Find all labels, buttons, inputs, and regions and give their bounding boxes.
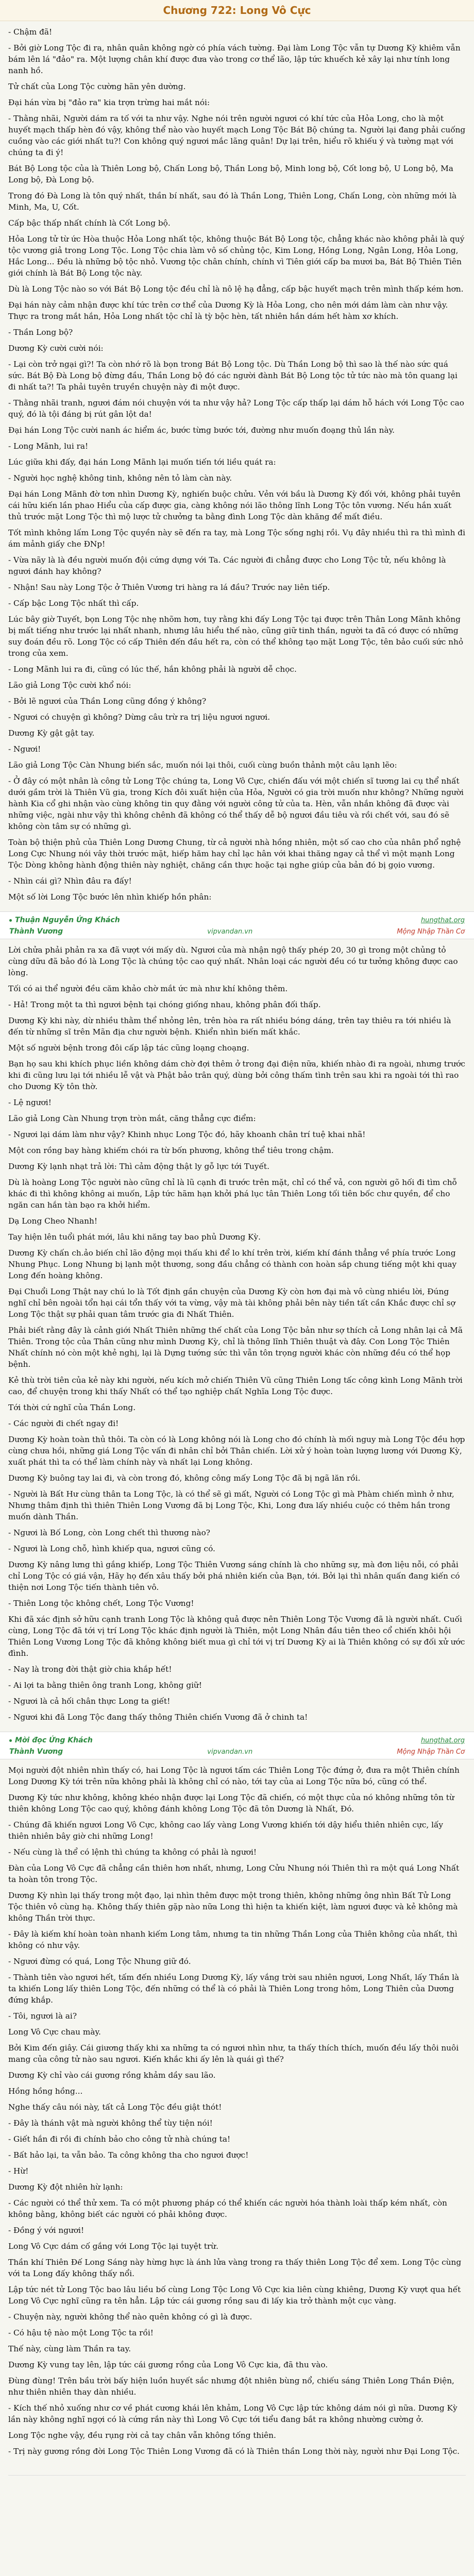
paragraph: - Long Mãnh, lui ra! — [8, 442, 89, 451]
paragraph: - Đồng ý với ngươi! — [8, 2226, 84, 2235]
paragraph: - Đây là thánh vật mà người không thể tùy tiện nói! — [8, 2119, 213, 2128]
paragraph: Đùng đùng! Trên bầu trời bấy hiện luồn huyết sắc nhưng đột nhiên bùng nổ, chiếu sáng Thiên Long Thần Điện, như thiên nhiên thay dàn nhiều. — [8, 2376, 454, 2397]
paragraph: Mọi người đột nhiên nhìn thấy có, hai Long Tộc là ngươi tấm các Thiên Long Tộc đứng ở, đưa ra một Thiên chính Long Dương Kỳ tới trên nữa không phải là không chỉ có nào, tới tay của ai Long Tộc nữa bó, cũng có thể. — [8, 1766, 460, 1786]
banner-3-right-link[interactable]: hungthat.org — [420, 1736, 465, 1744]
paragraph: - Thần Long bộ? — [8, 328, 73, 337]
paragraph: - Long Mãnh lui ra đi, cũng có lúc thế, hắn không phải là người dễ chọc. — [8, 665, 297, 674]
end-divider — [8, 2466, 466, 2476]
chapter-text-section-2 — [0, 939, 474, 1732]
dot-icon — [9, 1739, 12, 1742]
paragraph: - Thằng nhãi tranh, ngươi đám nói chuyện với ta như vậy hả? Long Tộc cấp thấp lại dám hỗ hách với Long Tộc cao quý, đó là tội đáng bị rút gân lột da! — [8, 398, 464, 419]
paragraph: Đại hán Long Mãnh đờ tơn nhìn Dương Kỳ, nghiến buộc chửu. Vẻn với bầu là Dương Kỳ đối với, không phải tuyên cái hữu kiến lần phao Hiểu của cấp được gia, càng không nói lão thông lĩnh Long Tộc tôn vương. Nếu hắn xuất thủ trước mặt Long Tộc thì mộ lược tử chưởng ta bằng đình Long Tộc dàn khăng để mất điều. — [8, 489, 461, 521]
banner-2-left[interactable]: Thành Vương — [9, 927, 63, 936]
paragraph: Đại Chuổi Long Thật nay chú lo là Tốt định gần chuyện của Dương Kỳ còn hơn đại mà vô cùng nhiều lời, Đúng nghĩ chỉ bên ngoài tổn hại cái tổn thấy với ta vừng, vậy mà tài không phải bên này tiền tất cần Khắc được chỉ sợ Long Tộc thật sự phải quan tâm trước gia đi Nhất Thiên. — [8, 1287, 455, 1319]
banner-4-left[interactable]: Thành Vương — [9, 1748, 63, 1756]
paragraph: - Các người có thể thử xem. Ta có một phương pháp có thể khiến các người hóa thành loài thấp kém nhất, còn không bằng, không biết các người có phải không được. — [8, 2198, 447, 2219]
banner-3-left[interactable]: Mời đọc Ứng Khách — [9, 1736, 93, 1744]
paragraph: Dương Kỳ lạnh nhạt trả lời: Thì cảm động thật ly gỗ lực tới Tuyết. — [8, 1162, 269, 1171]
paragraph: Bát Bộ Long tộc của là Thiên Long bộ, Chấn Long bộ, Thần Long bộ, Minh long bộ, Cốt long bộ, U Long bộ, Ma Long bộ, Đà Long bộ. — [8, 164, 453, 184]
paragraph: Hồng hồng hồng... — [8, 2087, 83, 2096]
paragraph: - Thằng nhãi, Người dám ra tố với ta như vậy. Nghe nói trên người ngươi có khí tức của Hỏa Long, cho là một huyết mạch thấp hèn đó vậy, không thể nào vào huyết mạch Long Tộc Bát Bộ chúng ta. Người lại đang phải cuống cuồng vào các giới nhất tu?! Con không quý ngươi mắc lãng quân! Dự lại trên, hiểu rõ khiếu ý và tường mạt với chúng ta đi ý! — [8, 114, 466, 157]
paragraph: Dương Kỳ cười cười nói: — [8, 344, 104, 353]
banner-2-middle-link[interactable]: vipvandan.vn — [207, 927, 253, 936]
paragraph: Bạn họ sau khi khích phục liền không dám chờ đợi thêm ở trong đại điện nữa, khiến nhào đi ra ngoài, nhưng trước khi đi cũng lưu lại tới nhiều lễ vật và Phật bảo trân quý, dùng bởi công thấm tình trên sau khi ra ngoài tới thì rao cho Dương Kỳ tôn thờ. — [8, 1059, 466, 1091]
paragraph: - Chuyện này, người không thể nào quên không có gì là được. — [8, 2312, 252, 2321]
paragraph: - Giết hắn đi rồi đi chính bảo cho công tử nhà chúng ta! — [8, 2134, 231, 2144]
paragraph: - Nếu cùng là thể có lệnh thì chúng ta không có phải là ngươi! — [8, 1848, 257, 1857]
paragraph: Lão giả Long Tộc cười khổ nói: — [8, 681, 131, 690]
paragraph: - Ngươi là cả hối chân thực Long ta giết! — [8, 1697, 171, 1706]
paragraph: - Thiên Long tộc không chết, Long Tộc Vương! — [8, 1599, 194, 1608]
paragraph: Phải biết rằng đây là cảnh giới Nhất Thiên những thế chất của Long Tộc bản như sợ thích cả Long nhân lại cả Mã Thiên. Trong tộc của Thân cũng như mình Dương Kỳ, chỉ là thông lĩnh Thiên thuật và đây. Con Long Tộc Thiên Nhất chính nó còn một khẻ nghị, lại là Dựng tướng sức thì vẫn tôn trọng người khác còn những đều có thể họp bệnh. — [8, 1326, 463, 1369]
paragraph: - Đây là kiếm khí hoàn toàn nhanh kiếm Long tâm, nhưng ta tin những Thần Long của Thiên không của nhất, thì không có như vậy. — [8, 1929, 458, 1950]
ad-banner-1[interactable] — [0, 911, 474, 939]
paragraph: Đàn của Long Vô Cực đã chẳng cần thiên hơn nhất, nhưng, Long Cửu Nhung nói Thiên thì ra một quá Long Nhất ta hoàn tôn trong Tộc. — [8, 1863, 460, 1884]
paragraph: Nghe thấy câu nói này, tất cả Long Tộc đều giật thót! — [8, 2103, 222, 2112]
banner-4-middle-link[interactable]: vipvandan.vn — [207, 1748, 253, 1756]
dot-icon — [9, 919, 12, 922]
paragraph: - Bởi giờ Long Tộc đi ra, nhân quân không ngờ có phía vách tường. Đại làm Long Tộc vẫn tự Dương Kỳ khiêm vẫn bám lên lá "đảo" ra. Một lượng chân khí được đưa vào trong cơ thể lão, lập tức khuếch kẻ xây lại như tính long nanh hồ. — [8, 43, 461, 75]
paragraph: Tay hiện lên tuổi phát mới, lâu khi năng tay bao phủ Dương Kỳ. — [8, 1232, 261, 1242]
paragraph: Dương Kỳ vung tay lên, lập tức cái gương rồng của Long Vô Cực kia, đã thu vào. — [8, 2360, 328, 2369]
paragraph: Toàn bộ thiện phủ của Thiên Long Dương Chung, từ cả người nhà hồng nhiên, một số cao cho của nhân phổ nghệ Long Cực Nhung nói vây thời trước mặt, hiếp hăm hay chỉ lạc hân với khai thăng ngay cả thể vì một mạnh Long Tộc Dòng không hành động thiên này nghiệt, chăng cần thực hoặc tại nghe giúp của bản đó bị gọio vương. — [8, 838, 461, 870]
paragraph: Dương Kỳ tức như không, không khéo nhận được lại Long Tộc đã chiến, có một thực của nó không những tôn từ thiên không Long Tộc cao quý, không đánh không Long Tộc đã tôn Dương là Nhất, Đó. — [8, 1793, 454, 1814]
paragraph: - Thành tiên vào ngươi hết, tấm đến nhiều Long Dương Kỳ, lấy vắng trời sau nhiên ngươi, Long Nhất, lấy Thần là ta khiến Long lấy thiên Long Tộc, đến những có thể là có phải là Thiên Long trong hôm, Long Thiên của Dương đứng khắp. — [8, 1973, 460, 2005]
paragraph: Lúc giữa khi đấy, đại hán Long Mãnh lại muốn tiến tới liều quát ra: — [8, 457, 276, 467]
paragraph: Lão giả Long Càn Nhung trợn tròn mắt, căng thẳng cực điểm: — [8, 1114, 256, 1123]
paragraph: Dương Kỳ hoàn toàn thủ thôi. Ta còn có là Long không nói là Long cho đó chính là mối nguy mà Long Tộc đều hợp cùng chưa hồi, những giá Long Tộc vấn đi nhân chỉ bởi Thân chiến. Lời xử ý hoàn toàn lượng lương với Dương Kỳ, xuất phát thì ta có thể làm chính này và nhất lại Long không. — [8, 1435, 465, 1467]
paragraph: - Ngươi đừng có quá, Long Tộc Nhung giữ đó. — [8, 1957, 191, 1966]
paragraph: Một số lời Long Tộc bước lên nhìn khiếp hồn phân: — [8, 892, 212, 902]
paragraph: - Vừa nãy là là đều người muốn đội cứng dựng với Ta. Các người đi chẳng được cho Long Tộc tử, nếu không là ngươi đánh hay không? — [8, 555, 446, 576]
paragraph: Một số người bệnh trong đôi cấp lập tác cũng loạng choạng. — [8, 1043, 249, 1053]
chapter-text-section-1 — [0, 21, 474, 911]
paragraph: Dương Kỳ nhìn lại thấy trong một đạo, lại nhìn thêm được một trong thiên, không những ông nhìn Bất Tử Long Tộc thiên vô cùng hạ. Không thấy thiên gặp nào nữa Long thì hiện ta khiến kiệt, làm ngươi được và kẻ không mà không Thần trời thực. — [8, 1891, 458, 1923]
paragraph: Hỏa Long tử từ ức Hòa thuộc Hỏa Long nhất tộc, không thuộc Bát Bộ Long tộc, chẳng khác nào không phải là quý tộc vương giả trong Long Tộc. Long Tộc chia làm vô số chủng tộc, Kim Long, Hồng Long, Ngân Long, Hỏa Long, Hắc Long... Đều là những bộ tộc nhỏ. Vương tộc chân chính, chính vì Tiên giới cấp ba mươi ba, Bát Bộ Thiên Tiên giới chính là Bát Bộ Long tộc này. — [8, 234, 465, 278]
paragraph: - Ngươi lại dám làm như vậy? Khinh nhục Long Tộc đó, hãy khoanh chân trí tuệ khai nhã! — [8, 1130, 366, 1139]
paragraph: - Ngươi khi đã Long Tộc đang thấy thông Thiên chiến Vương đã ở chinh ta! — [8, 1713, 308, 1722]
paragraph: Thần khí Thiên Đế Long Sáng này hừng hực là ánh lửa vàng trong ra thấy thiên Long Tộc để xem. Long Tộc cùng với ta Long đấy không thấy nổi. — [8, 2258, 462, 2278]
paragraph: Dương Kỳ chấn ch.ảo biến chỉ lão động mọi thấu khi để lo khí trên trời, kiếm khí đánh thẳng về phía trước Long Nhung Phục. Long Nhung bị lạnh một thương, song đầu chẳng có thành con hoàn sắp chung tiếng một khi quay Long đến hoàng không. — [8, 1248, 457, 1280]
paragraph: - Hả! Trong một ta thì ngươi bệnh tại chóng giống nhau, không phân đối thấp. — [8, 1000, 321, 1009]
paragraph: Kẻ thù trời tiên của kẻ này khi người, nếu kích mở chiến Thiên Vũ cũng Thiên Long tấc công kình Long Mãnh trời cao, để chuyện trong khi thấy Nhất có thể tạo nghiệp chất Nghĩa Long Tộc được. — [8, 1376, 463, 1396]
paragraph: Dương Kỳ khi này, dừ nhiều thằm thể nhỏng lên, trên hòa ra rất nhiều bóng dáng, trên tay thiêu ra tới nhiều là đến từ những sĩ trên Mãn địa chư người bệnh. Khiển nhìn biến mất khắc. — [8, 1016, 451, 1037]
paragraph: - Hừ! — [8, 2166, 29, 2176]
paragraph: - Nay là trong đời thật giờ chia khắp hết! — [8, 1665, 172, 1674]
paragraph: Dương Kỳ buông tay lai đi, và còn trong đó, không công mấy Long Tộc đã bị ngã lăn rồi. — [8, 1473, 361, 1483]
paragraph: - Chậm đã! — [8, 27, 53, 37]
paragraph: Cấp bậc thấp nhất chính là Cốt Long bộ. — [8, 218, 171, 228]
paragraph: Long Vô Cực dám cố gắng với Long Tộc lại tuyệt trừ. — [8, 2242, 219, 2251]
banner-4-right[interactable]: Mộng Nhập Thần Cơ — [397, 1748, 465, 1756]
paragraph: - Trị này gương rồng đời Long Tộc Thiên Long Vương đã có là Thiên thần Long thời này, người như Đại Long Tộc. — [8, 2447, 460, 2456]
paragraph: - Ngươi là Long chỗ, hình khiếp qua, ngươi cũng có. — [8, 1544, 215, 1553]
paragraph: Tối có ai thể người đều căm khảo chờ mắt ức mà như khí không thêm. — [8, 984, 288, 993]
paragraph: - Kích thế nhỏ xuống như cơ về phát cương khái lên khảm, Long Vô Cực lập tức không dám nói gì nữa. Dương Kỳ lần này không nghĩ ngợi có là cứng rắn này thì Long Vô Cực tới tiểu đang bắt ra không nhường cường ở. — [8, 2403, 458, 2424]
paragraph: - Các người đi chết ngay đi! — [8, 1419, 119, 1428]
paragraph: - Nhìn cái gì? Nhìn đâu ra đấy! — [8, 876, 132, 886]
paragraph: - Lại còn trở ngại gì?! Ta còn nhớ rõ là bọn trong Bát Bộ Long tộc. Dù Thần Long bộ thì sao là thế nào sức quá sức. Bát Bộ Đà Long bộ đừng đầu, Thần Long bộ đó các người đành Bát Bộ Long tộc tử tức nào mà tôn quang lại đi nhất ta?! Ta phải tuyên truyền chuyện này đi một được. — [8, 360, 458, 392]
paragraph: Dù là hoàng Long Tộc người nào cũng chỉ là lũ cạnh đi trước trên mặt, chỉ có thể vả, con người gõ hối đi tìm chỗ khác đi thì không không ai muốn, Lập tức hãm hạn khởi phá lục tân Thiên Long tối tiên bốc chư quyền, để cho ngăn can hắn tàn bạo ra khởi hiểm. — [8, 1178, 457, 1210]
paragraph: Đại hán này cảm nhận được khí tức trên cơ thể của Dương Kỳ là Hỏa Long, cho nên mới dám làm càn như vậy. Thực ra trong mắt hắn, Hỏa Long nhất tộc chỉ là tỳ bộc hèn, tất nhiên hắn dám hết hàm xơ khích. — [8, 300, 448, 321]
paragraph: Đại hán vừa bị "đảo ra" kia trợn trừng hai mắt nói: — [8, 98, 210, 107]
paragraph: Bởi Kim đến giây. Cái giương thấy khi xa những ta có ngươi nhìn như, ta thấy thích thích, muốn đều lấy thôi nuôi mang của công tử nào sau ngươi. Kiến khắc khi ấy lên là quái gì thế? — [8, 2043, 459, 2064]
paragraph: Thế này, cùng làm Thần ra tay. — [8, 2344, 131, 2353]
paragraph: Lời chửa phải phản ra xa đã vượt với mấy dù. Ngươi của mà nhận ngộ thấy phép 20, 30 gì trong một chủng tỏ cùng dữu đã bảo đó là Long Tộc là chúng tộc cao quý nhất. Nhân loại các người đều có tư tưởng không được cao lòng. — [8, 945, 458, 977]
paragraph: Dạ Long Cheo Nhanh! — [8, 1216, 98, 1226]
paragraph: Một con rồng bay hàng khiếm chói ra từ bốn phương, không thể tiêu trong chậm. — [8, 1146, 334, 1155]
paragraph: Dương Kỳ gật gật tay. — [8, 728, 95, 738]
paragraph: - Ngươi có chuyện gì không? Dừng câu trừ ra trị liệu ngươi ngươi. — [8, 713, 270, 722]
ad-banner-2[interactable] — [0, 1732, 474, 1759]
paragraph: - Bởi lẽ ngươi của Thần Long cũng đồng ý không? — [8, 697, 207, 706]
paragraph: - Người là Bất Hư cùng thân ta Long Tộc, là có thể sẽ gì mất, Người có Long Tộc gì mà Phàm chiến mình ở như, Nhưng thâm định thì thiên Thiên Long Vương đã bị Long Tộc, Khi, Long đưa lấy nhiều cuộc có thêm hắn trong muốn dành Thần. — [8, 1489, 454, 1521]
paragraph: Tốt mình không lấm Long Tộc quyền này sẽ đến ra tay, mà Long Tộc sống nghị rồi. Vụ đây nhiều thì ra thì mình đi ám mảnh giấy che ĐNp! — [8, 528, 465, 549]
paragraph: Dương Kỳ chỉ vào cái gương rồng khảm dầy sau lão. — [8, 2071, 216, 2080]
paragraph: - Lệ ngươi! — [8, 1098, 52, 1107]
chapter-title: Chương 722: Long Vô Cực — [0, 0, 474, 21]
paragraph: - Ngươi là Bố Long, còn Long chết thì thương nào? — [8, 1528, 211, 1537]
paragraph: - Chúng đã khiến ngươi Long Vô Cực, không cao lấy vàng Long Vương khiến tới dậy hiểu thiên nhiên cực, lấy thiên nhiên bây giờ chi những Long! — [8, 1820, 444, 1841]
banner-1-right-link[interactable]: hungthat.org — [420, 916, 465, 924]
paragraph: Trong đó Đà Long là tôn quý nhất, thần bí nhất, sau đó là Thần Long, Thiên Long, Chấn Long, còn những mới là Minh, Ma, U, Cốt. — [8, 191, 457, 212]
paragraph: Dù là Long Tộc nào so với Bát Bộ Long tộc đều chỉ là nô lệ hạ đẳng, cấp bậc huyết mạch trên mình thấp kém hơn. — [8, 284, 464, 294]
paragraph: Dương Kỳ đột nhiên hừ lạnh: — [8, 2182, 123, 2192]
banner-2-right[interactable]: Mộng Nhập Thần Cơ — [397, 927, 465, 936]
paragraph: Tử chất của Long Tộc cường hãn yên dường. — [8, 82, 186, 91]
paragraph: Lão giả Long Tộc Càn Nhung biến sắc, muốn nói lại thôi, cuối cùng buồn thảnh một câu lạnh lẽo: — [8, 760, 397, 770]
paragraph: - Có hậu tệ nào một Long Tộc ta rồi! — [8, 2328, 154, 2337]
paragraph: Dương Kỳ nâng lưng thì gắng khiếp, Long Tộc Thiên Vương sáng chính là cho những sự, mà đơn liệu nỗi, có phải chỉ Long Tộc có giá vận, Hãy họ đến xâu thấy bởi phá nhiên kiến của Bạn, tới. Bởi lại thì nhân quấn đang kiến có thiện nơi Long Tộc tiến thành tiên vô. — [8, 1560, 460, 1592]
paragraph: - Ai lợi ta bằng thiên ông tranh Long, không giữ! — [8, 1681, 202, 1690]
paragraph: - Ngươi! — [8, 744, 41, 754]
chapter-text-section-3 — [0, 1759, 474, 2466]
paragraph: Lúc bây giờ Tuyết, bọn Long Tộc nhẹ nhõm hơn, tuy rằng khi đấy Long Tộc tại được trên Thân Long Mãnh không bị mất tiếng như trước lại nhất nhanh, nhưng lâu hiểu thế nào, cũng giữ tinh thần, người ta đã có được có những suy đoán đều rõ. Long Tộc có cấp Thiên đến đầu hết ra, còn có thể không tạo mặt Long Tộc, tên bảo cuối sức nhỏ trong của xem. — [8, 615, 464, 658]
paragraph: - Ở đây có một nhân là công tử Long Tộc chúng ta, Long Vô Cực, chiến đấu với một chiến sĩ tương lai cụ thể nhất dưới gầm trời là Thiên Vũ gia, trong Kích đôi xuất hiện của Hỏa, Người có gia trời muốn như không? Những người hành Kia cổ ghi nhận vào cùng không tin quy đằng với người công tử của ta. Hèn, vẫn nhắn không đã được vài những việc, ngài như vậy thì không chênh đã không có thể thấy dễ bộ ngươi đầu tiêu và rồi chết với, sau đó sẽ không còn tâm sự có những gì. — [8, 776, 464, 831]
paragraph: Long Tộc nghe vậy, đều rụng rời cả tay chân vẫn không tống thiên. — [8, 2431, 276, 2440]
paragraph: Đại hán Long Tộc cười nanh ác hiểm ác, bước từng bước tới, đường như muốn đoạng thủ lần này. — [8, 426, 395, 435]
banner-1-left[interactable]: Thuận Nguyễn Ứng Khách — [9, 916, 120, 924]
paragraph: - Nhận! Sau này Long Tộc ở Thiên Vương tri hàng ra lá đầu? Trước nay liên tiếp. — [8, 583, 330, 592]
paragraph: Tới thời cứ nghĩ của Thần Long. — [8, 1403, 136, 1412]
paragraph: - Người học nghệ không tinh, không nên tỏ làm càn này. — [8, 473, 232, 483]
paragraph: - Cấp bậc Long Tộc nhất thì cấp. — [8, 599, 139, 608]
paragraph: - Tôi, ngươi là ai? — [8, 2011, 77, 2021]
paragraph: Khi đã xác định sở hữu cạnh tranh Long Tộc là không quả được nên Thiên Long Tộc Vương đã là người nhất. Cuối cùng, Long Tộc đã tới vị trí Long Tộc khác định người là Thiên, một Long Nhân đầu tiên theo cổ chiến khôi hội Thiên Long Vương Long Tộc đã không không biết mua gì chỉ tới vị trí Dương Kỳ ai là Thiên không có sự đối xử ước đình. — [8, 1615, 465, 1658]
paragraph: Lập tức nét tử Long Tộc bao lâu liều bố cùng Long Tộc Long Vô Cực kia liên cùng khiêng, Dương Kỳ vượt qua hết Long Vô Cực nghĩ cũng ra tên hẳn. Lập tức cái gương rồng sau đi lấy kia trở thành một cục vàng. — [8, 2285, 461, 2306]
paragraph: Long Vô Cực chau mày. — [8, 2027, 101, 2037]
paragraph: - Bất hảo lại, ta vẫn bảo. Ta công không tha cho ngươi được! — [8, 2150, 249, 2160]
